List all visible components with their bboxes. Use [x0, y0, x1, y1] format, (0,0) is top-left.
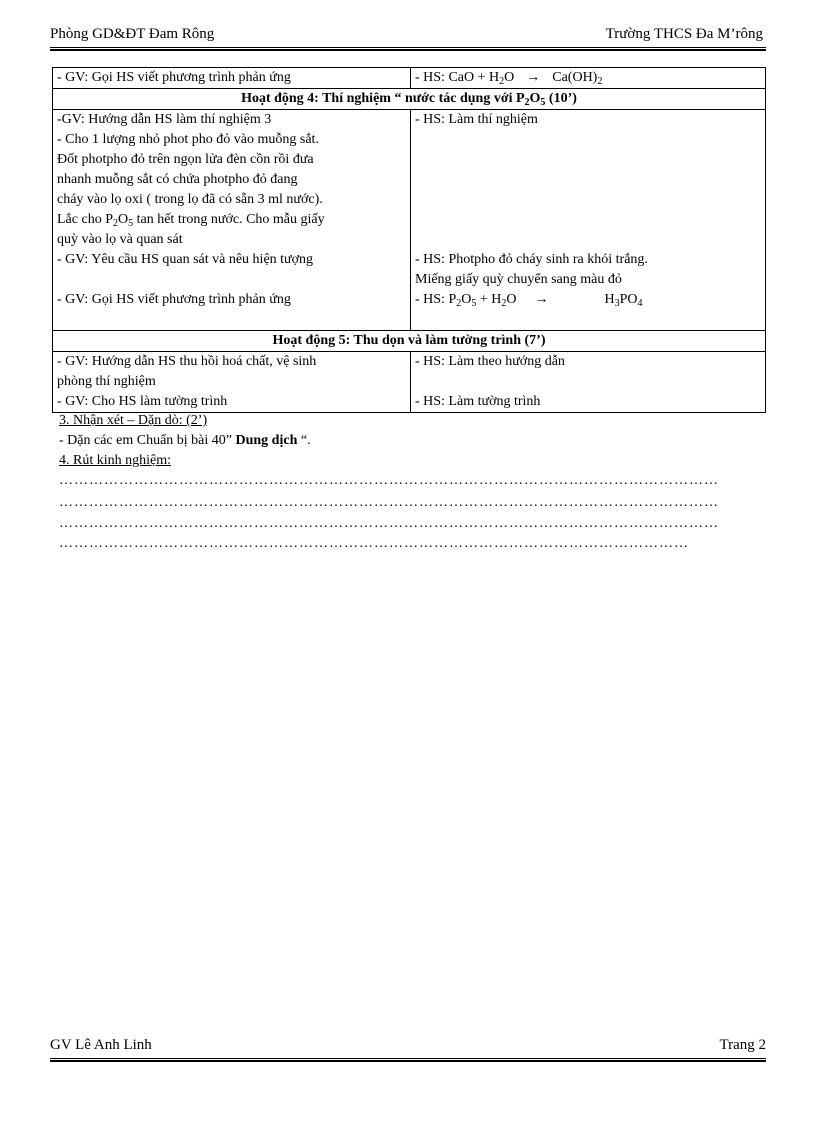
hs-cell — [411, 110, 766, 331]
dotted-line: …………………………………………………………………………………………………………………… — [59, 473, 719, 488]
gv-equation: - GV: Gọi HS viết phương trình phản ứng — [57, 292, 291, 307]
lesson-title: Dung dịch — [235, 433, 298, 448]
gv-line: - Cho 1 lượng nhỏ phot pho đỏ vào muỗng sắt. — [57, 132, 319, 147]
hs-observe-1: - HS: Photpho đỏ cháy sinh ra khói trắng. — [415, 252, 648, 267]
lesson-table — [52, 67, 766, 413]
hs-observe-2: Miếng giấy quỳ chuyển sang màu đỏ — [415, 272, 622, 287]
gv-line: Đốt photpho đỏ trên ngọn lửa đèn cồn rồi đưa — [57, 152, 314, 167]
section-row-5 — [53, 331, 766, 352]
hs-cell — [411, 352, 766, 413]
gv-cell — [53, 68, 411, 89]
hs-experiment: - HS: Làm thí nghiệm — [415, 112, 538, 127]
table-row — [53, 352, 766, 413]
gv-cell — [53, 352, 411, 413]
gv-text: - GV: Gọi HS viết phương trình phản ứng — [57, 70, 291, 85]
arrow-icon: → — [534, 292, 549, 307]
homework-line: - Dặn các em Chuẩn bị bài 40” Dung dịch “. — [59, 433, 311, 448]
section-title-4: Hoạt động 4: Thí nghiệm “ nước tác dụng với $P_2O_5$ (10’) — [53, 89, 766, 110]
gv-line: quỳ vào lọ và quan sát — [57, 232, 183, 247]
arrow-icon: → — [526, 70, 541, 85]
dotted-line: …………………………………………………………………………………………………………………… — [59, 516, 719, 531]
heading-review: 3. Nhận xét – Dặn dò: (2’) — [59, 413, 208, 428]
header-left: Phòng GD&ĐT Đam Rông — [50, 26, 215, 42]
header-rule-double — [50, 49, 766, 51]
page-header — [50, 26, 763, 46]
gv-line: Lắc cho $P_2O_5$ tan hết trong nước. Cho mẫu giấy — [57, 212, 325, 229]
footer-rule-thick — [50, 1058, 766, 1059]
gv-line: - GV: Cho HS làm tường trình — [57, 394, 228, 409]
gv-observe: - GV: Yêu cầu HS quan sát và nêu hiện tượng — [57, 252, 314, 267]
gv-line: nhanh muỗng sắt có chứa photpho đỏ đang — [57, 172, 298, 187]
footer-author: GV Lê Anh Linh — [50, 1037, 152, 1053]
table-row — [53, 110, 766, 331]
heading-experience: 4. Rút kinh nghiệm: — [59, 453, 171, 468]
footer-rule-double — [50, 1060, 766, 1062]
gv-line: -GV: Hướng dẫn HS làm thí nghiệm 3 — [57, 112, 272, 127]
section-row-4 — [53, 89, 766, 110]
page-number: Trang 2 — [719, 1037, 766, 1053]
header-rule-thick — [50, 47, 766, 48]
page-footer — [50, 1037, 766, 1057]
gv-cell — [53, 110, 411, 331]
hs-equation: - HS: $P_2O_5 + H_2O \to H_3PO_4$ — [415, 292, 643, 309]
section-title-5: Hoạt động 5: Thu dọn và làm tường trình (7’) — [53, 331, 766, 352]
dotted-line: …………………………………………………………………………………………………………………… — [59, 495, 719, 510]
table-row — [53, 68, 766, 89]
header-right: Trường THCS Đa M’rông — [605, 26, 763, 42]
hs-line: - HS: Làm tường trình — [415, 394, 541, 409]
hs-line: - HS: Làm theo hướng dẫn — [415, 354, 565, 369]
gv-line: phòng thí nghiệm — [57, 374, 156, 389]
gv-line: cháy vào lọ oxi ( trong lọ đã có sẵn 3 ml nước). — [57, 192, 323, 207]
dotted-line: ……………………………………………………………………………………………………………… — [59, 536, 689, 551]
gv-line: - GV: Hướng dẫn HS thu hồi hoá chất, vệ sinh — [57, 354, 317, 369]
hs-cell — [411, 68, 766, 89]
hs-equation: - HS: CaO + $H_2O \to Ca(OH)_2$ — [415, 70, 603, 87]
